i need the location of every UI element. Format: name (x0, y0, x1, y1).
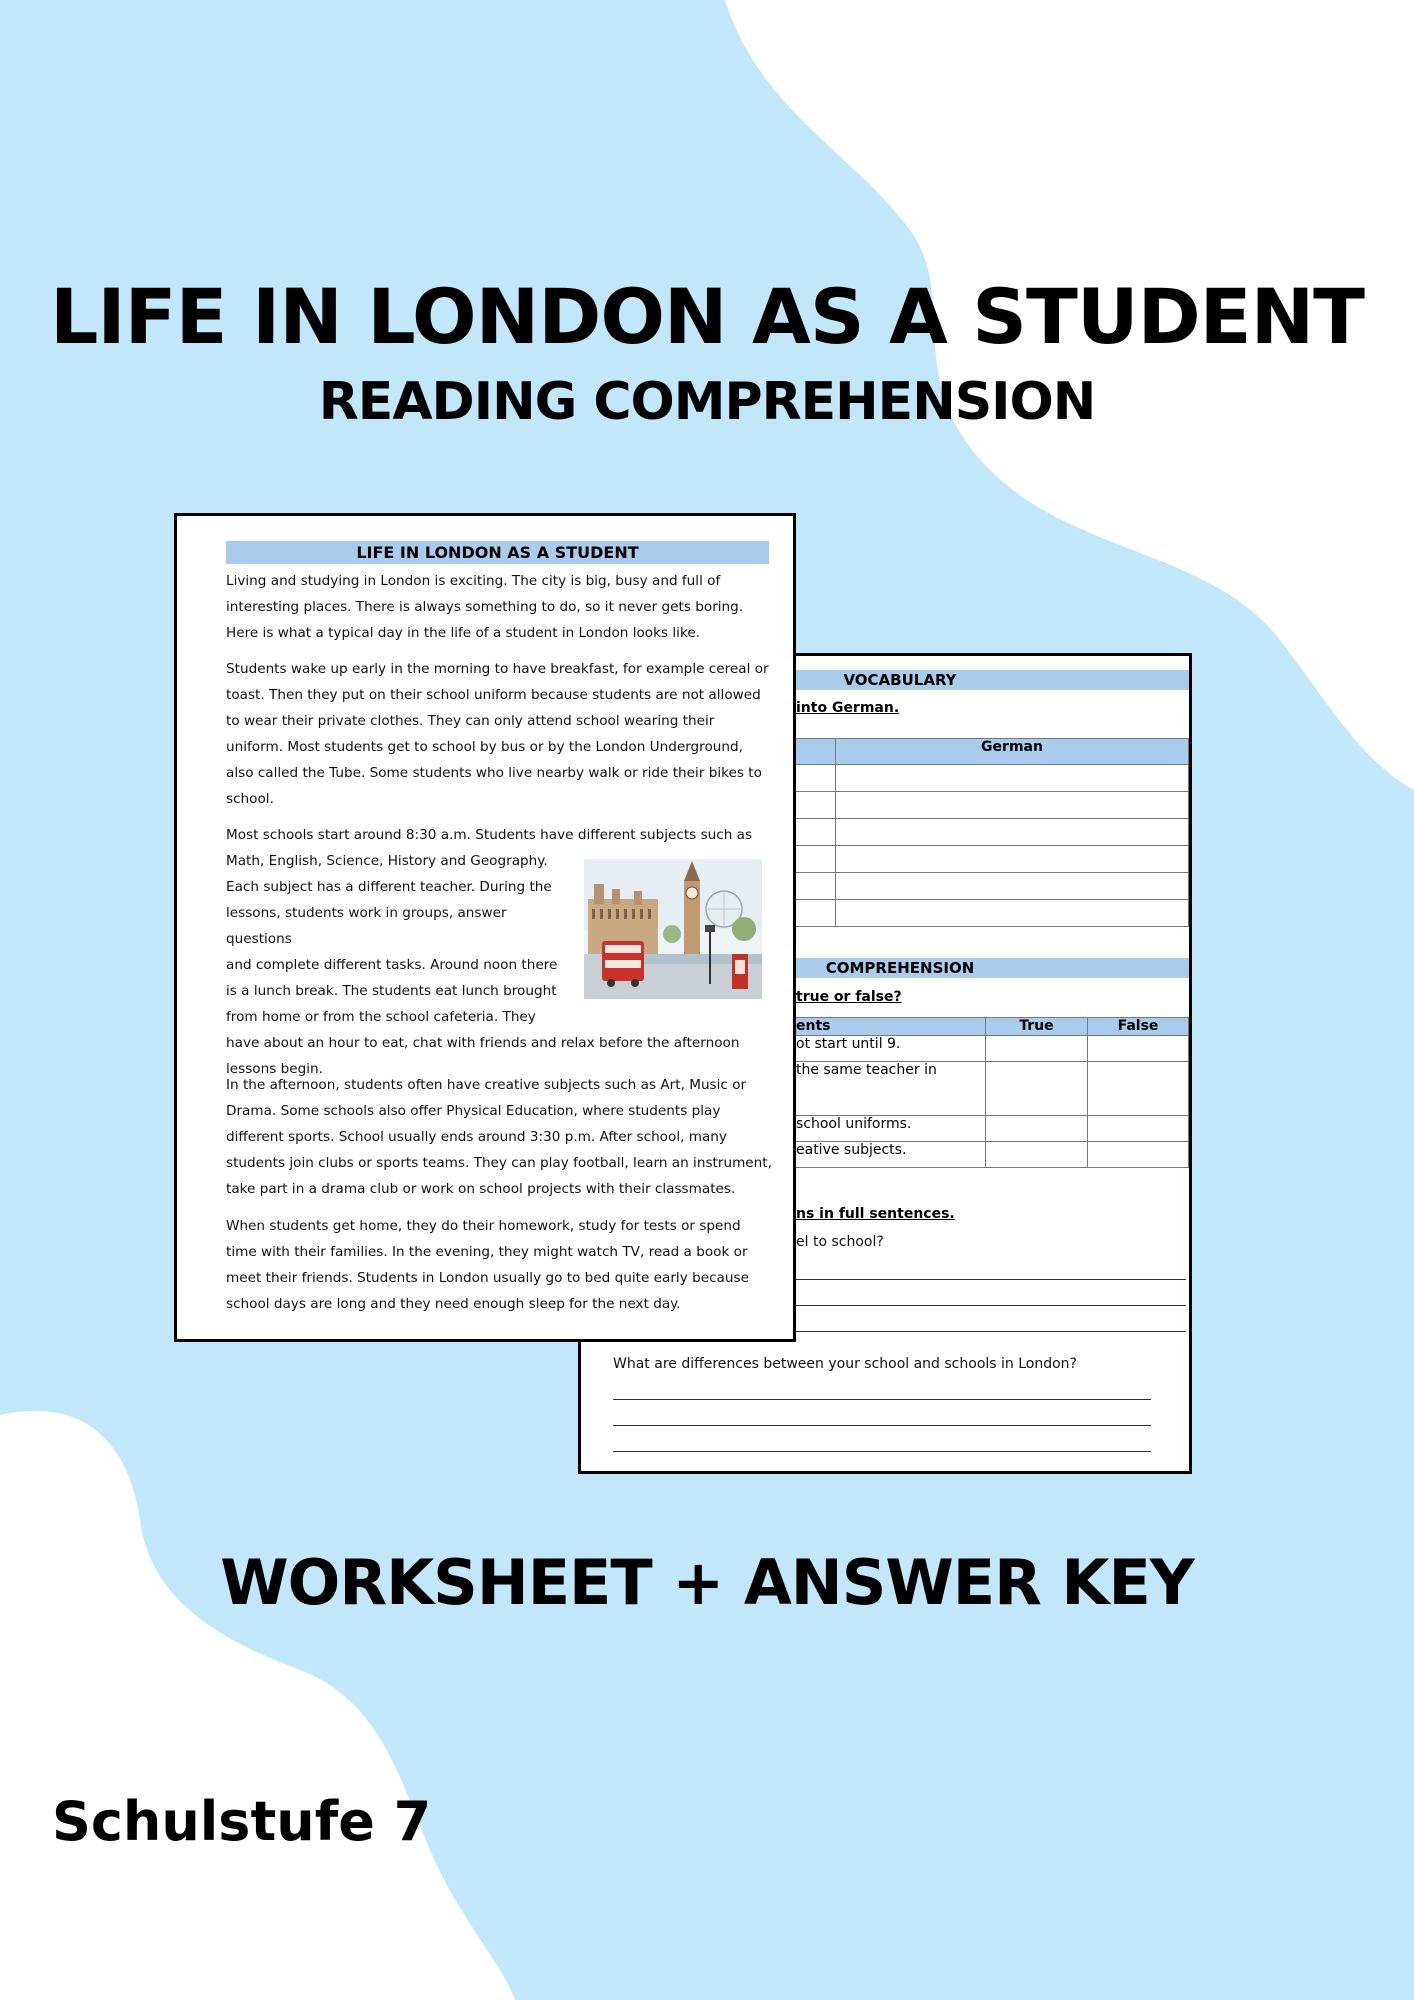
tf-statement: eative subjects. (612, 1142, 986, 1168)
paragraph-3-line: Each subject has a different teacher. During the (226, 879, 552, 895)
grade-level: Schulstufe 7 (52, 1790, 432, 1853)
paragraph-3-line: Math, English, Science, History and Geography. (226, 853, 548, 869)
paragraph-3-line: have about an hour to eat, chat with friends and relax before the afternoon (226, 1035, 740, 1051)
paragraph-3-line: Most schools start around 8:30 a.m. Students have different subjects such as (226, 827, 753, 843)
cover-subtitle: READING COMPREHENSION (318, 372, 1096, 432)
answer-line[interactable] (796, 1331, 1186, 1332)
paragraph-4: In the afternoon, students often have creative subjects such as Art, Music or Drama. Some schools also offer Physical Education, where students play different sports. School usually ends around 3:30 p.m. After school, many students join clubs or sports teams. They can play football, learn an instrument, take part in a drama club or work on school projects with their classmates. (226, 1077, 772, 1197)
answer-line[interactable] (613, 1399, 1151, 1400)
worksheet-front-page (174, 513, 796, 1342)
answer-line[interactable] (796, 1305, 1186, 1306)
question-1: el to school? (796, 1234, 884, 1250)
tf-header-false: False (1088, 1018, 1189, 1036)
bottom-left-blob (0, 1411, 515, 2000)
paragraph-3-line: and complete different tasks. Around noon there (226, 957, 558, 973)
vocab-answer-cell[interactable] (836, 819, 1189, 846)
answer-line[interactable] (613, 1451, 1151, 1452)
vocabulary-instruction: into German. (796, 700, 900, 716)
paragraph-3-line: is a lunch break. The students eat lunch brought (226, 983, 557, 999)
question-2: What are differences between your school and schools in London? (613, 1356, 1077, 1372)
comprehension-header: COMPREHENSION (611, 958, 1189, 978)
tf-false-cell[interactable] (1088, 1036, 1189, 1062)
vocab-header-german: German (836, 739, 1189, 765)
paragraph-3-line: lessons begin. (226, 1061, 323, 1077)
vocabulary-header: VOCABULARY (611, 670, 1189, 690)
comprehension-instruction: true or false? (796, 989, 902, 1005)
paragraph-1: Living and studying in London is exciting. The city is big, busy and full of interesting places. There is always something to do, so it never gets boring. Here is what a typical day in the life of a student in London looks like. (226, 573, 744, 641)
reading-title: LIFE IN LONDON AS A STUDENT (226, 541, 769, 564)
paragraph-3-line: from home or from the school cafeteria. They (226, 1009, 536, 1025)
tf-true-cell[interactable] (986, 1116, 1088, 1142)
london-illustration (584, 859, 762, 999)
answer-line[interactable] (613, 1425, 1151, 1426)
tf-false-cell[interactable] (1088, 1062, 1189, 1116)
tf-statement: the same teacher in (612, 1062, 986, 1116)
answer-line[interactable] (796, 1279, 1186, 1280)
vocab-answer-cell[interactable] (836, 873, 1189, 900)
tf-statement: ot start until 9. (612, 1036, 986, 1062)
tf-true-cell[interactable] (986, 1036, 1088, 1062)
paragraph-5: When students get home, they do their homework, study for tests or spend time with their families. In the evening, they might watch TV, read a book or meet their friends. Students in London usually go to bed quite early because school days are long and they need enough sleep for the next day. (226, 1218, 749, 1312)
vocab-answer-cell[interactable] (836, 792, 1189, 819)
vocab-answer-cell[interactable] (836, 765, 1189, 792)
tf-true-cell[interactable] (986, 1142, 1088, 1168)
questions-instruction: ns in full sentences. (796, 1206, 955, 1222)
tf-false-cell[interactable] (1088, 1142, 1189, 1168)
tf-true-cell[interactable] (986, 1062, 1088, 1116)
vocab-answer-cell[interactable] (836, 846, 1189, 873)
paragraph-3-line: lessons, students work in groups, answer questions (226, 905, 507, 947)
vocab-answer-cell[interactable] (836, 900, 1189, 927)
worksheet-answer-key-title: WORKSHEET + ANSWER KEY (220, 1546, 1194, 1619)
tf-header-statements: ents (612, 1018, 986, 1036)
paragraph-2: Students wake up early in the morning to have breakfast, for example cereal or toast. Then they put on their school uniform because students are not allowed to wear their private clothes. They can only attend school wearing their uniform. Most students get to school by bus or by the London Underground, also called the Tube. Some students who live nearby walk or ride their bikes to school. (226, 661, 769, 807)
tf-header-true: True (986, 1018, 1088, 1036)
tf-statement: school uniforms. (612, 1116, 986, 1142)
tf-false-cell[interactable] (1088, 1116, 1189, 1142)
cover-title: LIFE IN LONDON AS A STUDENT (49, 272, 1365, 361)
